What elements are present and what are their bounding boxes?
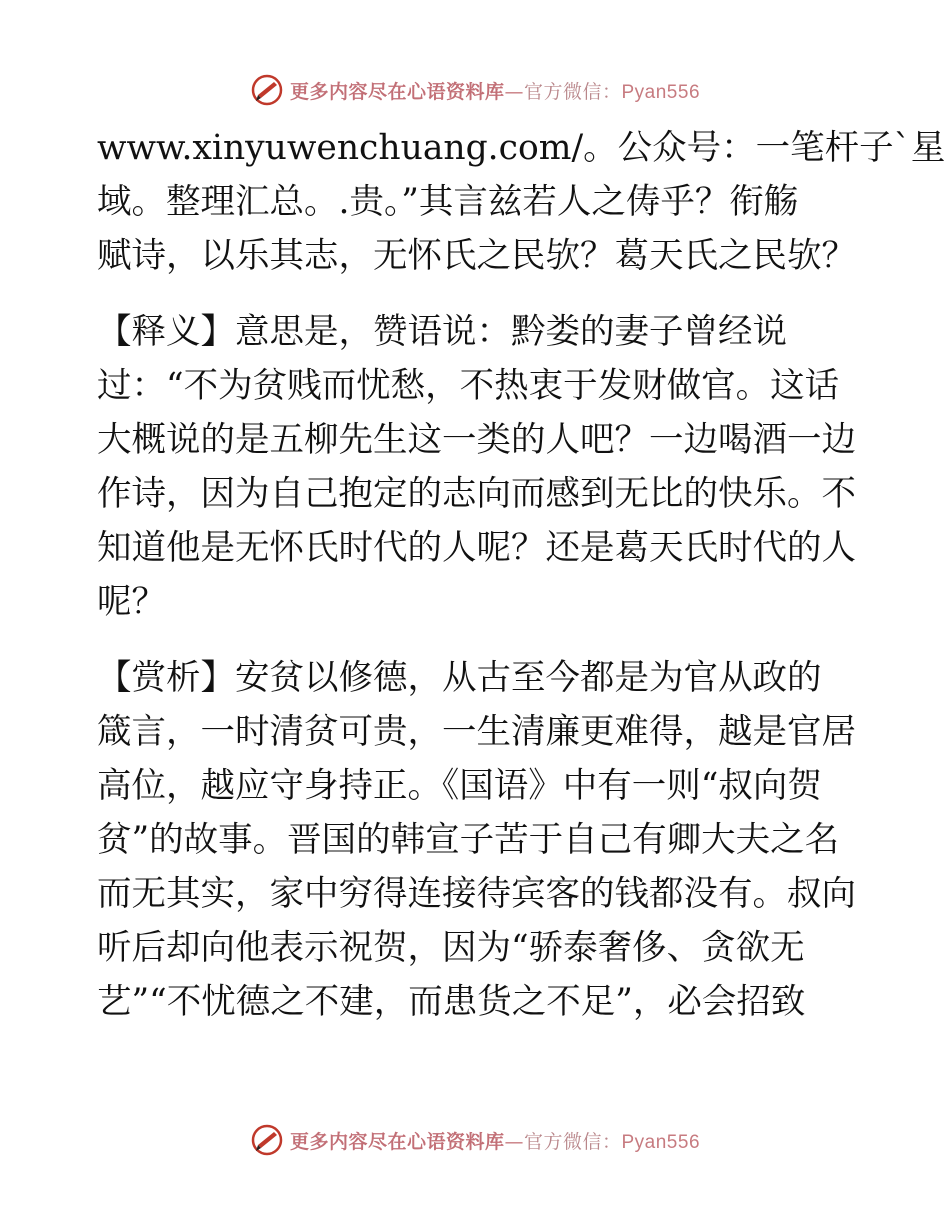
text-line: 呢？ [97, 582, 166, 622]
header-banner [0, 70, 950, 110]
text-line: www.xinyuwenchuang.com/。公众号：一笔杆子`星 [97, 128, 946, 168]
footer-banner [0, 1120, 950, 1160]
text-line: 而无其实，家中穷得连接待宾客的钱都没有。叔向 [97, 874, 856, 914]
text-line: 艺”“不忧德之不建，而患货之不足”，必会招致 [97, 982, 806, 1022]
document-body [97, 121, 946, 1029]
paragraph-3 [97, 651, 857, 1029]
pen-logo-icon [250, 73, 284, 107]
text-line: 听后却向他表示祝贺，因为“骄泰奢侈、贪欲无 [97, 928, 805, 968]
text-line: 高位，越应守身持正。《国语》中有一则“叔向贺 [97, 766, 822, 806]
text-line: 知道他是无怀氏时代的人呢？还是葛天氏时代的人 [97, 528, 856, 568]
header-banner-title: 更多内容尽在心语资料库 [289, 80, 505, 103]
footer-banner-title: 更多内容尽在心语资料库 [289, 1130, 505, 1153]
header-banner-id: Pyan556 [621, 81, 701, 103]
footer-banner-official: 官方微信： [523, 1130, 622, 1153]
text-line: 【赏析】安贫以修德，从古至今都是为官从政的 [97, 658, 822, 698]
header-banner-dash: — [504, 80, 524, 103]
text-line: 大概说的是五柳先生这一类的人吧？一边喝酒一边 [97, 420, 856, 460]
header-banner-official: 官方微信： [523, 80, 622, 103]
footer-banner-dash: — [504, 1130, 524, 1153]
footer-banner-id: Pyan556 [621, 1131, 701, 1153]
text-line: 作诗，因为自己抱定的志向而感到无比的快乐。不 [97, 474, 856, 514]
text-line: 贫”的故事。晋国的韩宣子苦于自己有卿大夫之名 [97, 820, 840, 860]
text-line: 过：“不为贫贱而忧愁，不热衷于发财做官。这话 [97, 366, 840, 406]
pen-logo-icon [250, 1123, 284, 1157]
paragraph-1 [97, 121, 946, 283]
text-line: 域。整理汇总。.贵。”其言兹若人之俦乎？衔觞 [97, 182, 799, 222]
text-line: 【释义】意思是，赞语说：黔娄的妻子曾经说 [97, 312, 787, 352]
paragraph-2 [97, 305, 857, 629]
text-line: 箴言，一时清贫可贵，一生清廉更难得，越是官居 [97, 712, 856, 752]
text-line: 赋诗，以乐其志，无怀氏之民欤？葛天氏之民欤？ [97, 236, 856, 276]
